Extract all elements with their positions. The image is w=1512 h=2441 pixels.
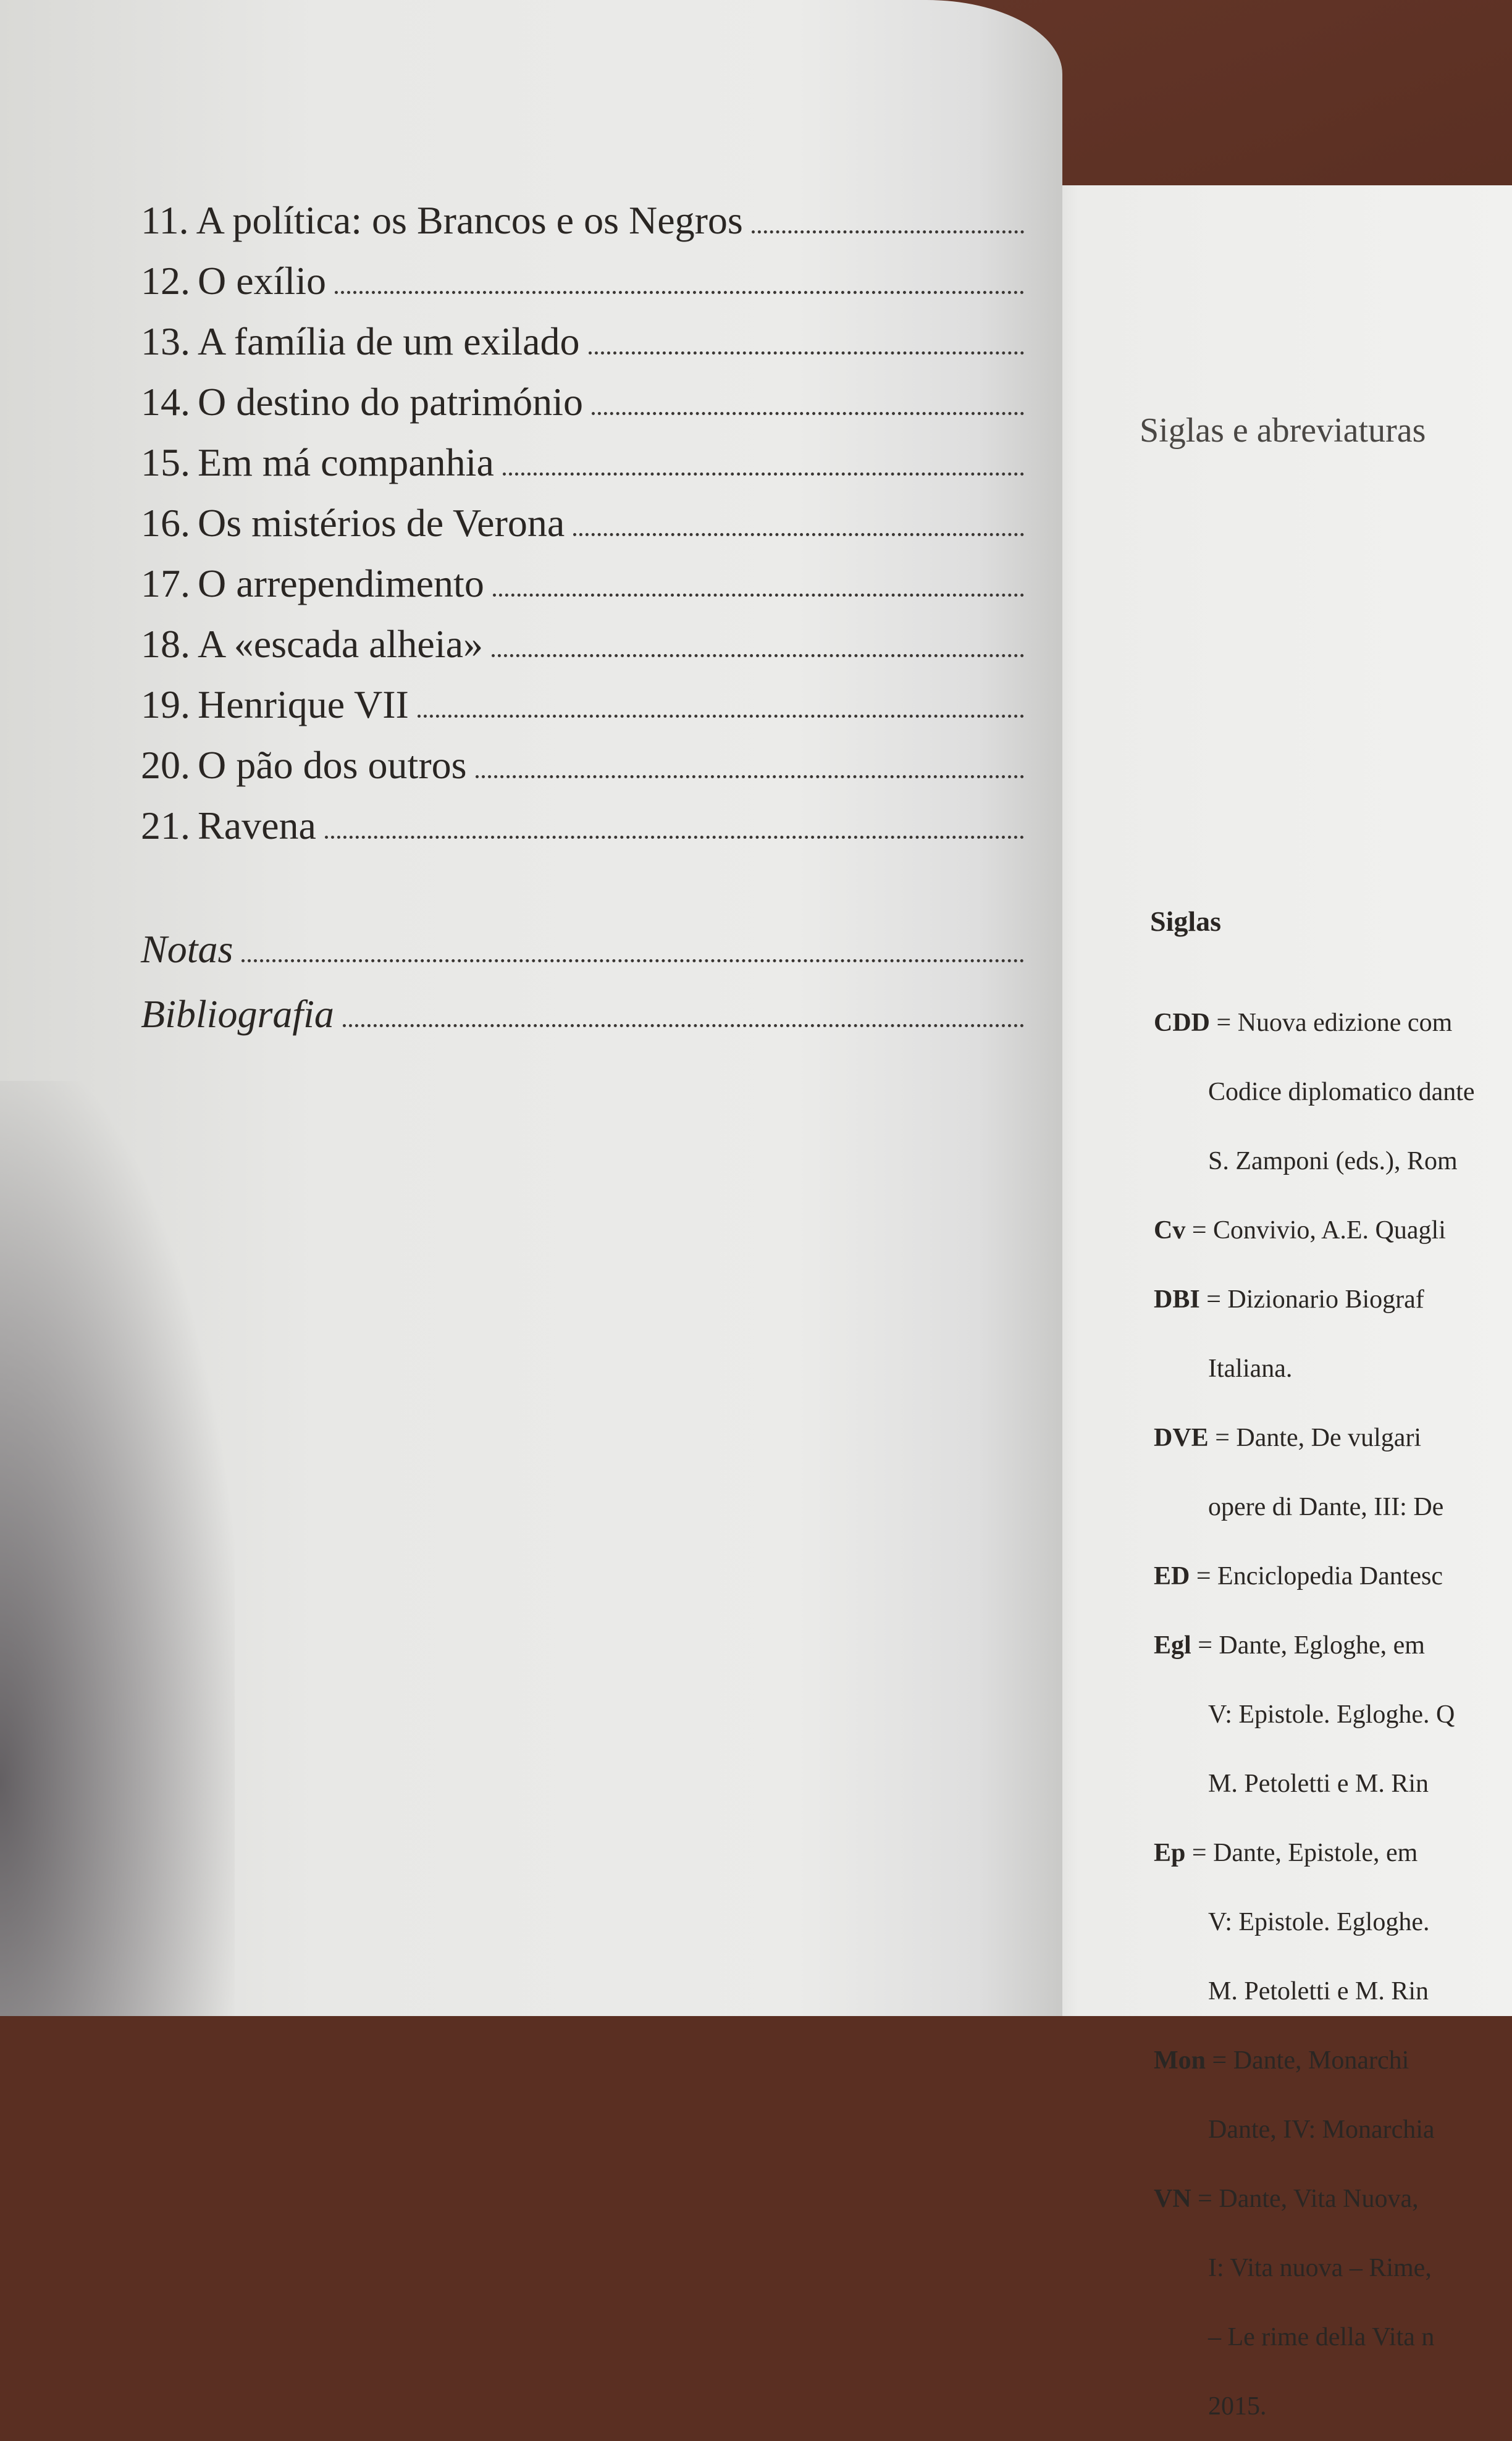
abbreviation-continuation: V: Epistole. Egloghe. Q [1208, 1700, 1455, 1729]
back-matter-entry [141, 926, 1024, 991]
dot-leader [325, 836, 1024, 839]
back-matter-entry [141, 991, 1024, 1056]
dot-leader [343, 1024, 1024, 1027]
chapter-number: 18. [141, 622, 190, 666]
equals-sign: = [1185, 1216, 1214, 1245]
abbreviation-entry [1154, 1403, 1512, 1542]
chapter-number: 20. [141, 743, 190, 787]
dot-leader [242, 959, 1024, 962]
chapter-title: Em má companhia [198, 440, 494, 484]
abbreviation-continuation: Codice diplomatico dante [1208, 1078, 1475, 1106]
abbreviation: Ep [1154, 1839, 1186, 1867]
abbreviation-continuation: M. Petoletti e M. Rin [1208, 1770, 1429, 1798]
toc-entry [141, 379, 1024, 440]
abbreviation-entry [1154, 2026, 1512, 2164]
abbreviation-text: Dante, Monarchi [1233, 2046, 1409, 2075]
dot-leader [492, 654, 1024, 657]
chapter-number: 21. [141, 804, 190, 847]
hand-shadow [0, 1081, 235, 2016]
abbreviation-continuation: S. Zamponi (eds.), Rom [1208, 1147, 1458, 1175]
dot-leader [493, 594, 1024, 597]
chapter-title: A família de um exilado [198, 319, 580, 363]
abbreviation: ED [1154, 1562, 1190, 1590]
back-matter-title: Bibliografia [141, 992, 334, 1036]
abbreviation: CDD [1154, 1009, 1210, 1037]
abbreviation-continuation: Dante, IV: Monarchia [1208, 2115, 1435, 2144]
abbreviation-text: Dante, Vita Nuova, [1219, 2185, 1419, 2213]
dot-leader [335, 291, 1024, 294]
abbreviation-text: Enciclopedia Dantesc [1217, 1562, 1443, 1590]
toc-entry [141, 319, 1024, 379]
toc-entry [141, 621, 1024, 682]
toc-entry [141, 561, 1024, 621]
equals-sign: = [1190, 1562, 1218, 1590]
dot-leader [752, 230, 1024, 233]
equals-sign: = [1191, 2185, 1219, 2213]
toc-entry [141, 682, 1024, 742]
table-of-contents [141, 198, 1024, 863]
dot-leader [589, 351, 1025, 355]
chapter-number: 15. [141, 440, 190, 484]
abbreviation-continuation: M. Petoletti e M. Rin [1208, 1977, 1429, 2006]
abbreviation-text: Dante, Epistole, em [1213, 1839, 1418, 1867]
equals-sign: = [1191, 1631, 1219, 1660]
abbreviation: VN [1154, 2185, 1191, 2213]
toc-entry [141, 803, 1024, 863]
abbreviation-text: Dizionario Biograf [1227, 1285, 1424, 1314]
abbreviation-continuation: opere di Dante, III: De [1208, 1493, 1444, 1521]
chapter-title: O exílio [198, 259, 326, 303]
chapter-number: 11. [141, 198, 189, 242]
abbreviation-entry [1154, 1818, 1512, 2026]
abbreviation-text: Convivio, A.E. Quagli [1213, 1216, 1446, 1245]
abbreviation-text: Dante, De vulgari [1236, 1424, 1422, 1452]
abbreviation-entry [1154, 2164, 1512, 2441]
dot-leader [592, 412, 1024, 415]
abbreviation-entry [1154, 1542, 1512, 1611]
equals-sign: = [1210, 1009, 1238, 1037]
toc-entry [141, 258, 1024, 319]
abbreviation-list [1154, 988, 1512, 2441]
back-matter [141, 926, 1024, 1056]
abbreviation-continuation: 2015. [1208, 2392, 1267, 2421]
abbreviation-continuation: Italiana. [1208, 1355, 1293, 1383]
chapter-title: A «escada alheia» [198, 622, 483, 666]
abbreviation-continuation: V: Epistole. Egloghe. [1208, 1908, 1430, 1936]
back-matter-title: Notas [141, 927, 233, 971]
equals-sign: = [1199, 1285, 1228, 1314]
chapter-number: 13. [141, 319, 190, 363]
chapter-title: A política: os Brancos e os Negros [196, 198, 743, 242]
chapter-title: O pão dos outros [198, 743, 467, 787]
dot-leader [418, 715, 1024, 718]
chapter-title: O destino do património [198, 380, 583, 424]
chapter-number: 17. [141, 561, 190, 605]
abbreviation-continuation: – Le rime della Vita n [1208, 2323, 1435, 2351]
equals-sign: = [1208, 1424, 1237, 1452]
abbreviation-continuation: I: Vita nuova – Rime, [1208, 2254, 1432, 2282]
abbreviation: Cv [1154, 1216, 1186, 1245]
chapter-number: 14. [141, 380, 190, 424]
chapter-number: 19. [141, 683, 190, 726]
abbreviation-entry [1154, 1265, 1512, 1403]
abbreviation: Mon [1154, 2046, 1206, 2075]
chapter-title: Ravena [198, 804, 316, 847]
abbreviations-heading: Siglas e abreviaturas [1140, 411, 1426, 450]
chapter-number: 12. [141, 259, 190, 303]
chapter-title: Henrique VII [198, 683, 409, 726]
equals-sign: = [1185, 1839, 1214, 1867]
abbreviation-entry [1154, 1611, 1512, 1818]
toc-entry [141, 500, 1024, 561]
toc-entry [141, 198, 1024, 258]
dot-leader [573, 533, 1024, 536]
abbreviation-entry [1154, 1196, 1512, 1265]
chapter-title: Os mistérios de Verona [198, 501, 565, 545]
dot-leader [476, 775, 1024, 778]
abbreviation: DBI [1154, 1285, 1200, 1314]
abbreviation: Egl [1154, 1631, 1191, 1660]
toc-entry [141, 742, 1024, 803]
toc-entry [141, 440, 1024, 500]
abbreviation-text: Nuova edizione com [1237, 1009, 1453, 1037]
siglas-subheading: Siglas [1150, 905, 1222, 937]
chapter-title: O arrependimento [198, 561, 484, 605]
abbreviation-text: Dante, Egloghe, em [1219, 1631, 1425, 1660]
equals-sign: = [1206, 2046, 1233, 2075]
dot-leader [503, 473, 1024, 476]
chapter-number: 16. [141, 501, 190, 545]
abbreviation: DVE [1154, 1424, 1209, 1452]
abbreviation-entry [1154, 988, 1512, 1196]
